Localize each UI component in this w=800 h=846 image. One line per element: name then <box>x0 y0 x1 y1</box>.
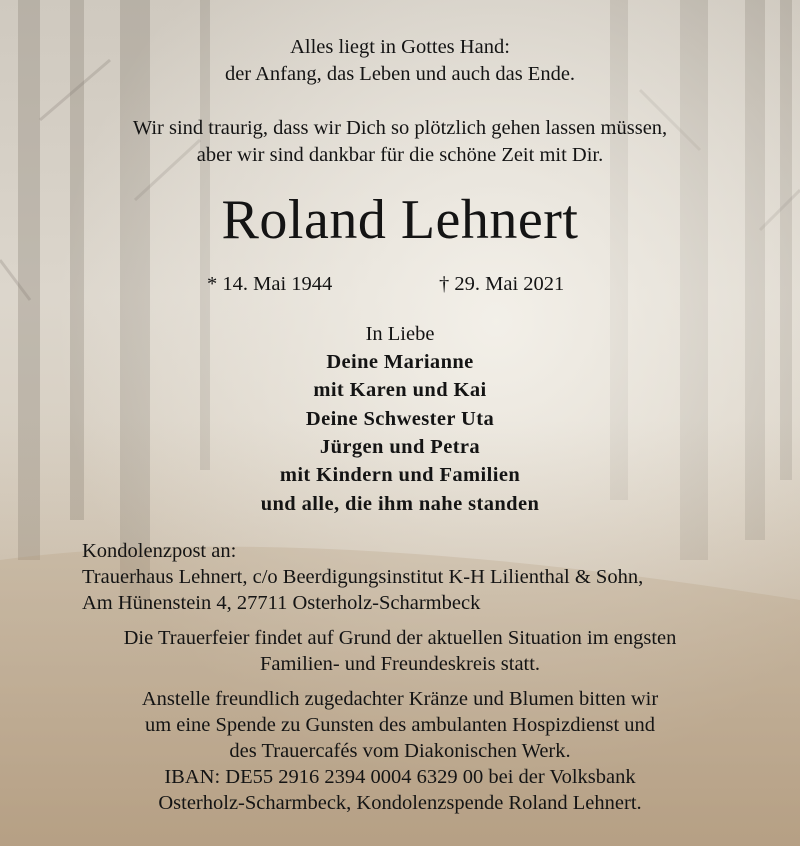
message-line-1: Wir sind traurig, dass wir Dich so plötzlich gehen lassen müssen, <box>132 117 668 139</box>
death-date: † 29. Mai 2021 <box>439 273 565 295</box>
poem-line-2: der Anfang, das Leben und auch das Ende. <box>224 63 576 85</box>
birth-date: * 14. Mai 1944 <box>207 273 333 295</box>
mourner-name: mit Karen und Kai <box>313 379 487 401</box>
mourner-name: mit Kindern und Familien <box>279 464 521 486</box>
condolence-address-1: Trauerhaus Lehnert, c/o Beerdigungsinstitut K-H Lilienthal & Sohn, <box>82 566 644 588</box>
ceremony-line-1: Die Trauerfeier findet auf Grund der aktuellen Situation im engsten <box>123 627 677 649</box>
deceased-name: Roland Lehnert <box>221 189 579 251</box>
mourner-name: Jürgen und Petra <box>319 436 481 458</box>
condolence-label: Kondolenzpost an: <box>82 540 237 562</box>
donation-line-3: des Trauercafés vom Diakonischen Werk. <box>229 740 571 762</box>
donation-line-1: Anstelle freundlich zugedachter Kränze und Blumen bitten wir <box>141 688 659 710</box>
mourner-name: und alle, die ihm nahe standen <box>260 493 540 515</box>
poem-line-1: Alles liegt in Gottes Hand: <box>290 36 510 58</box>
donation-line-2: um eine Spende zu Gunsten des ambulanten Hospizdienst und <box>144 714 656 736</box>
donation-iban: IBAN: DE55 2916 2394 0004 6329 00 bei der Volksbank <box>164 766 636 788</box>
mourners-intro: In Liebe <box>365 323 435 345</box>
condolence-address-2: Am Hünenstein 4, 27711 Osterholz-Scharmbeck <box>82 592 481 614</box>
mourner-name: Deine Schwester Uta <box>305 408 495 430</box>
mourner-name: Deine Marianne <box>326 351 474 373</box>
donation-line-5: Osterholz-Scharmbeck, Kondolenzspende Roland Lehnert. <box>158 792 642 814</box>
ceremony-line-2: Familien- und Freundeskreis statt. <box>259 653 541 675</box>
message-line-2: aber wir sind dankbar für die schöne Zeit mit Dir. <box>196 144 604 166</box>
